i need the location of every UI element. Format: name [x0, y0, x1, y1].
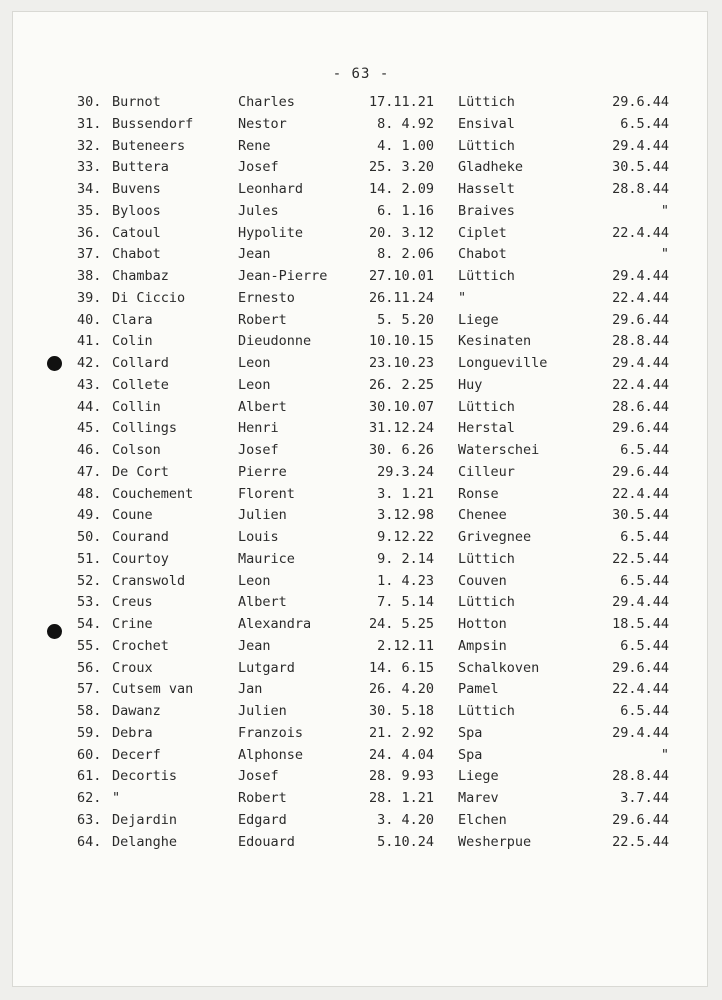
- list-item: [0, 310, 722, 332]
- entry-number: 34.: [77, 181, 102, 197]
- birth-date: 4. 1.00: [377, 137, 434, 154]
- birth-place: Schalkoven: [458, 659, 540, 676]
- first-name: Leon: [238, 572, 271, 589]
- birth-date: 21. 2.92: [368, 724, 434, 741]
- birth-date: 30. 5.18: [368, 703, 434, 719]
- entry-number: 59.: [77, 724, 102, 741]
- entry-number: 54.: [77, 616, 102, 632]
- first-name: Julien: [238, 507, 287, 524]
- entry-number: 57.: [77, 681, 102, 698]
- list-item: [0, 505, 722, 527]
- entry-number: 61.: [77, 768, 102, 785]
- last-name: Dawanz: [112, 703, 161, 719]
- birth-date: 30.10.07: [368, 398, 434, 415]
- first-name: Henri: [238, 420, 279, 437]
- last-name: Burnot: [112, 94, 161, 110]
- list-item: [0, 571, 722, 593]
- birth-place: Cilleur: [458, 463, 515, 480]
- list-item: [0, 745, 722, 767]
- last-name: Cutsem van: [112, 681, 194, 698]
- record-date: 6.5.44: [620, 637, 669, 654]
- first-name: Robert: [238, 790, 287, 806]
- page-number: - 63 -: [332, 66, 390, 82]
- first-name: Florent: [238, 485, 295, 502]
- entry-number: 37.: [77, 246, 102, 263]
- birth-place: Ronse: [458, 485, 499, 502]
- last-name: Chabot: [112, 246, 161, 263]
- birth-place: Lüttich: [458, 703, 515, 719]
- birth-place: Hotton: [458, 616, 507, 632]
- entry-number: 38.: [77, 268, 102, 284]
- record-date: 29.6.44: [612, 311, 669, 328]
- birth-date: 8. 4.92: [377, 115, 434, 132]
- list-item: [0, 592, 722, 614]
- birth-date: 9. 2.14: [377, 550, 434, 567]
- record-date: 22.4.44: [612, 376, 669, 393]
- birth-date: 14. 2.09: [368, 181, 434, 197]
- last-name: Buteneers: [112, 137, 186, 154]
- list-item: [0, 223, 722, 245]
- first-name: Leon: [238, 376, 271, 393]
- last-name: Byloos: [112, 202, 161, 219]
- last-name: Bussendorf: [112, 115, 194, 132]
- first-name: Pierre: [238, 463, 287, 480]
- record-date: 29.6.44: [612, 811, 669, 828]
- birth-place: Hasselt: [458, 181, 515, 197]
- last-name: Decerf: [112, 746, 161, 763]
- last-name: Collin: [112, 398, 161, 415]
- list-item: [0, 484, 722, 506]
- record-date: 29.4.44: [612, 355, 669, 371]
- entry-number: 45.: [77, 420, 102, 437]
- record-date: 28.6.44: [612, 398, 669, 415]
- birth-date: 24. 5.25: [368, 616, 434, 632]
- entry-number: 55.: [77, 637, 102, 654]
- record-date: 29.6.44: [612, 659, 669, 676]
- first-name: Hypolite: [238, 224, 304, 241]
- first-name: Albert: [238, 594, 287, 611]
- list-item: [0, 614, 722, 636]
- entry-number: 60.: [77, 746, 102, 763]
- entry-number: 32.: [77, 137, 102, 154]
- birth-place: Lüttich: [458, 594, 515, 611]
- list-item: [0, 201, 722, 223]
- first-name: Leonhard: [238, 181, 304, 197]
- entry-number: 44.: [77, 398, 102, 415]
- record-date: 18.5.44: [612, 616, 669, 632]
- first-name: Jules: [238, 202, 279, 219]
- first-name: Alexandra: [238, 616, 312, 632]
- list-item: [0, 114, 722, 136]
- list-item: [0, 266, 722, 288]
- birth-place: Gladheke: [458, 159, 524, 176]
- last-name: Decortis: [112, 768, 178, 785]
- birth-place: Ensival: [458, 115, 515, 132]
- list-item: [0, 397, 722, 419]
- record-date: 6.5.44: [620, 115, 669, 132]
- entry-number: 51.: [77, 550, 102, 567]
- entry-number: 62.: [77, 790, 102, 806]
- record-date: 30.5.44: [612, 507, 669, 524]
- last-name: Croux: [112, 659, 153, 676]
- list-item: [0, 832, 722, 854]
- record-date: ": [660, 246, 669, 263]
- entry-number: 35.: [77, 202, 102, 219]
- birth-date: 31.12.24: [368, 420, 434, 437]
- birth-place: Chabot: [458, 246, 507, 263]
- record-date: 29.4.44: [612, 268, 669, 284]
- birth-date: 3. 1.21: [377, 485, 434, 502]
- record-date: 22.4.44: [612, 289, 669, 306]
- list-item: [0, 810, 722, 832]
- record-date: 28.8.44: [612, 333, 669, 350]
- list-item: [0, 353, 722, 375]
- birth-place: Lüttich: [458, 268, 515, 284]
- birth-date: 6. 1.16: [377, 202, 434, 219]
- first-name: Charles: [238, 94, 295, 110]
- birth-date: 20. 3.12: [368, 224, 434, 241]
- birth-date: 8. 2.06: [377, 246, 434, 263]
- record-date: 29.6.44: [612, 420, 669, 437]
- birth-date: 7. 5.14: [377, 594, 434, 611]
- record-date: 22.4.44: [612, 681, 669, 698]
- entry-number: 47.: [77, 463, 102, 480]
- record-date: 22.5.44: [612, 550, 669, 567]
- list-item: [0, 549, 722, 571]
- entry-number: 36.: [77, 224, 102, 241]
- last-name: Delanghe: [112, 833, 178, 850]
- birth-date: 27.10.01: [368, 268, 434, 284]
- list-item: [0, 244, 722, 266]
- birth-place: ": [458, 289, 467, 306]
- list-item: [0, 136, 722, 158]
- birth-date: 10.10.15: [368, 333, 434, 350]
- last-name: De Cort: [112, 463, 169, 480]
- birth-place: Lüttich: [458, 398, 515, 415]
- birth-date: 2.12.11: [377, 637, 434, 654]
- last-name: Collete: [112, 376, 169, 393]
- entry-number: 30.: [77, 94, 102, 110]
- first-name: Lutgard: [238, 659, 295, 676]
- birth-place: Pamel: [458, 681, 499, 698]
- record-date: 6.5.44: [620, 529, 669, 545]
- entry-number: 41.: [77, 333, 102, 350]
- birth-place: Grivegnee: [458, 529, 532, 545]
- last-name: Di Ciccio: [112, 289, 186, 306]
- birth-place: Kesinaten: [458, 333, 532, 350]
- first-name: Alphonse: [238, 746, 304, 763]
- record-date: ": [660, 202, 669, 219]
- last-name: Courtoy: [112, 550, 169, 567]
- entry-number: 53.: [77, 594, 102, 611]
- last-name: Crochet: [112, 637, 169, 654]
- first-name: Josef: [238, 159, 279, 176]
- first-name: Josef: [238, 768, 279, 785]
- birth-place: Huy: [458, 376, 483, 393]
- list-item: [0, 723, 722, 745]
- list-item: [0, 701, 722, 723]
- list-item: [0, 788, 722, 810]
- entry-number: 56.: [77, 659, 102, 676]
- list-item: [0, 331, 722, 353]
- entry-number: 46.: [77, 442, 102, 458]
- birth-place: Ampsin: [458, 637, 507, 654]
- entry-number: 42.: [77, 355, 102, 371]
- last-name: Couchement: [112, 485, 194, 502]
- birth-place: Liege: [458, 768, 499, 785]
- first-name: Jean-Pierre: [238, 268, 328, 284]
- entry-number: 52.: [77, 572, 102, 589]
- first-name: Leon: [238, 355, 271, 371]
- entry-number: 48.: [77, 485, 102, 502]
- birth-date: 26.11.24: [368, 289, 434, 306]
- list-item: [0, 288, 722, 310]
- list-item: [0, 462, 722, 484]
- list-item: [0, 766, 722, 788]
- first-name: Maurice: [238, 550, 295, 567]
- birth-date: 3. 4.20: [377, 811, 434, 828]
- first-name: Jean: [238, 637, 271, 654]
- record-date: 29.6.44: [612, 463, 669, 480]
- name-list: [0, 92, 722, 853]
- last-name: Buvens: [112, 181, 161, 197]
- birth-place: Longueville: [458, 355, 548, 371]
- first-name: Louis: [238, 529, 279, 545]
- birth-date: 23.10.23: [368, 355, 434, 371]
- birth-place: Liege: [458, 311, 499, 328]
- birth-place: Lüttich: [458, 137, 515, 154]
- birth-place: Spa: [458, 746, 483, 763]
- entry-number: 40.: [77, 311, 102, 328]
- birth-date: 3.12.98: [377, 507, 434, 524]
- birth-date: 14. 6.15: [368, 659, 434, 676]
- birth-place: Braives: [458, 202, 515, 219]
- birth-place: Wesherpue: [458, 833, 532, 850]
- birth-date: 29.3.24: [377, 463, 434, 480]
- first-name: Jan: [238, 681, 263, 698]
- last-name: Collard: [112, 355, 169, 371]
- birth-date: 1. 4.23: [377, 572, 434, 589]
- list-item: [0, 636, 722, 658]
- first-name: Rene: [238, 137, 271, 154]
- birth-date: 26. 4.20: [368, 681, 434, 698]
- list-item: [0, 157, 722, 179]
- birth-place: Spa: [458, 724, 483, 741]
- last-name: Clara: [112, 311, 153, 328]
- birth-place: Lüttich: [458, 550, 515, 567]
- entry-number: 49.: [77, 507, 102, 524]
- birth-place: Chenee: [458, 507, 507, 524]
- record-date: 29.6.44: [612, 94, 669, 110]
- first-name: Josef: [238, 442, 279, 458]
- list-item: [0, 658, 722, 680]
- last-name: Coune: [112, 507, 153, 524]
- record-date: 29.4.44: [612, 724, 669, 741]
- birth-date: 9.12.22: [377, 529, 434, 545]
- record-date: 6.5.44: [620, 703, 669, 719]
- first-name: Ernesto: [238, 289, 295, 306]
- entry-number: 31.: [77, 115, 102, 132]
- last-name: Colson: [112, 442, 161, 458]
- entry-number: 58.: [77, 703, 102, 719]
- entry-number: 33.: [77, 159, 102, 176]
- first-name: Edouard: [238, 833, 295, 850]
- birth-place: Elchen: [458, 811, 507, 828]
- birth-place: Couven: [458, 572, 507, 589]
- first-name: Edgard: [238, 811, 287, 828]
- entry-number: 50.: [77, 529, 102, 545]
- first-name: Dieudonne: [238, 333, 312, 350]
- last-name: Crine: [112, 616, 153, 632]
- record-date: 29.4.44: [612, 594, 669, 611]
- entry-number: 43.: [77, 376, 102, 393]
- last-name: Catoul: [112, 224, 161, 241]
- birth-date: 5.10.24: [377, 833, 434, 850]
- entry-number: 39.: [77, 289, 102, 306]
- list-item: [0, 418, 722, 440]
- last-name: ": [112, 790, 121, 806]
- entry-number: 64.: [77, 833, 102, 850]
- first-name: Jean: [238, 246, 271, 263]
- first-name: Julien: [238, 703, 287, 719]
- birth-place: Lüttich: [458, 94, 515, 110]
- first-name: Nestor: [238, 115, 287, 132]
- birth-place: Herstal: [458, 420, 515, 437]
- list-item: [0, 92, 722, 114]
- list-item: [0, 679, 722, 701]
- record-date: 30.5.44: [612, 159, 669, 176]
- record-date: 22.4.44: [612, 485, 669, 502]
- record-date: 22.4.44: [612, 224, 669, 241]
- record-date: 3.7.44: [620, 790, 669, 806]
- record-date: 28.8.44: [612, 181, 669, 197]
- birth-place: Marev: [458, 790, 499, 806]
- record-date: 6.5.44: [620, 442, 669, 458]
- list-item: [0, 179, 722, 201]
- birth-date: 28. 1.21: [368, 790, 434, 806]
- birth-date: 17.11.21: [368, 94, 434, 110]
- list-item: [0, 375, 722, 397]
- birth-place: Waterschei: [458, 442, 540, 458]
- birth-date: 28. 9.93: [368, 768, 434, 785]
- birth-date: 25. 3.20: [368, 159, 434, 176]
- first-name: Robert: [238, 311, 287, 328]
- record-date: 6.5.44: [620, 572, 669, 589]
- last-name: Collings: [112, 420, 178, 437]
- first-name: Franzois: [238, 724, 304, 741]
- birth-date: 24. 4.04: [368, 746, 434, 763]
- birth-place: Ciplet: [458, 224, 507, 241]
- last-name: Dejardin: [112, 811, 178, 828]
- birth-date: 26. 2.25: [368, 376, 434, 393]
- first-name: Albert: [238, 398, 287, 415]
- record-date: ": [660, 746, 669, 763]
- birth-date: 5. 5.20: [377, 311, 434, 328]
- last-name: Cranswold: [112, 572, 186, 589]
- last-name: Debra: [112, 724, 153, 741]
- entry-number: 63.: [77, 811, 102, 828]
- last-name: Colin: [112, 333, 153, 350]
- record-date: 22.5.44: [612, 833, 669, 850]
- list-item: [0, 527, 722, 549]
- last-name: Creus: [112, 594, 153, 611]
- last-name: Courand: [112, 529, 169, 545]
- list-item: [0, 440, 722, 462]
- birth-date: 30. 6.26: [368, 442, 434, 458]
- record-date: 28.8.44: [612, 768, 669, 785]
- last-name: Chambaz: [112, 268, 169, 284]
- record-date: 29.4.44: [612, 137, 669, 154]
- last-name: Buttera: [112, 159, 169, 176]
